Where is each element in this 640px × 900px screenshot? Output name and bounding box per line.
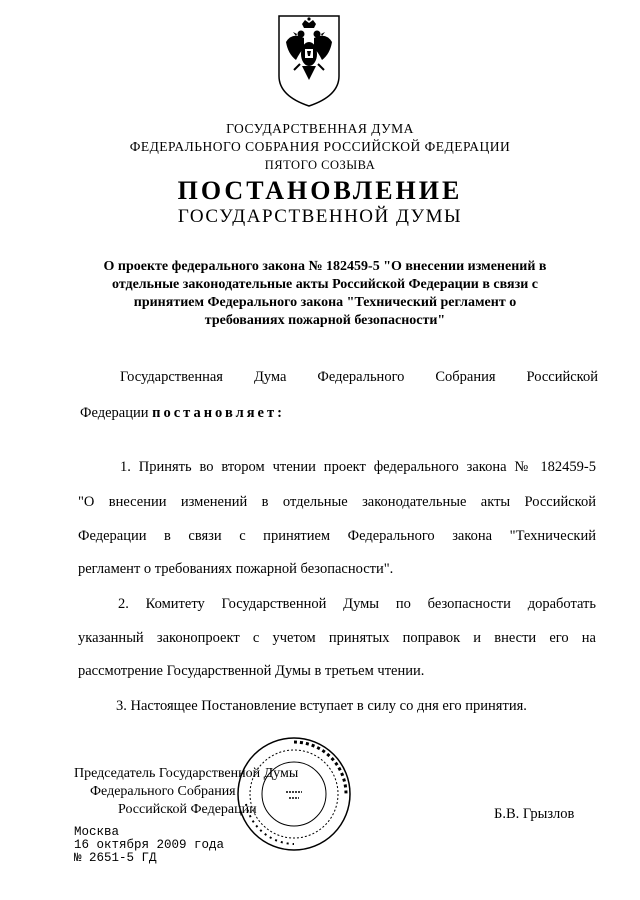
- item-1-line-2: "О внесении изменений в отдельные законодательные акты Российской: [78, 494, 596, 510]
- position-line-3: Российской Федерации: [118, 802, 257, 817]
- convocation-line: ПЯТОГО СОЗЫВА: [264, 158, 376, 172]
- document-title: ПОСТАНОВЛЕНИЕ: [177, 176, 463, 205]
- issue-city: Москва: [74, 825, 120, 839]
- item-2-line-2: указанный законопроект с учетом принятых поправок и внести его на: [78, 630, 596, 646]
- item-1-line-3: Федерации в связи с принятием Федерального закона "Технический: [78, 528, 596, 544]
- document-caption: О проекте федерального закона № 182459-5 "О внесении изменений в отдельные законодательные акты Российской Федерации в связи с принятием Федерального закона "Технический регламент о требованиях пожарной безопасности": [103, 259, 547, 328]
- issue-number: № 2651-5 ГД: [74, 851, 157, 865]
- preamble-decrees: постановляет:: [152, 405, 285, 421]
- preamble-line-2: [80, 405, 285, 422]
- item-2-line-3: рассмотрение Государственной Думы в третьем чтении.: [78, 663, 425, 679]
- signer-name: Б.В. Грызлов: [494, 806, 575, 822]
- issuer-line-2: ФЕДЕРАЛЬНОГО СОБРАНИЯ РОССИЙСКОЙ ФЕДЕРАЦИИ: [129, 139, 511, 154]
- issue-details: [74, 826, 224, 865]
- position-line-2: Федерального Собрания: [90, 784, 236, 799]
- coat-of-arms-icon: [274, 14, 344, 108]
- item-1-line-4: регламент о требованиях пожарной безопасности".: [78, 561, 394, 577]
- document-subtitle: ГОСУДАРСТВЕННОЙ ДУМЫ: [177, 206, 463, 227]
- preamble-line-1: Государственная Дума Федерального Собрания Российской: [120, 369, 598, 385]
- item-2-line-1: 2. Комитету Государственной Думы по безопасности доработать: [118, 596, 596, 612]
- item-1-line-1: 1. Принять во втором чтении проект федерального закона № 182459-5: [120, 459, 596, 475]
- position-line-1: Председатель Государственной Думы: [74, 766, 299, 781]
- issue-date: 16 октября 2009 года: [74, 838, 225, 852]
- issuer-line-1: ГОСУДАРСТВЕННАЯ ДУМА: [226, 121, 414, 136]
- preamble-federation: Федерации: [80, 405, 149, 421]
- item-3-line-1: 3. Настоящее Постановление вступает в силу со дня его принятия.: [116, 698, 527, 714]
- signatory-position: [74, 765, 298, 819]
